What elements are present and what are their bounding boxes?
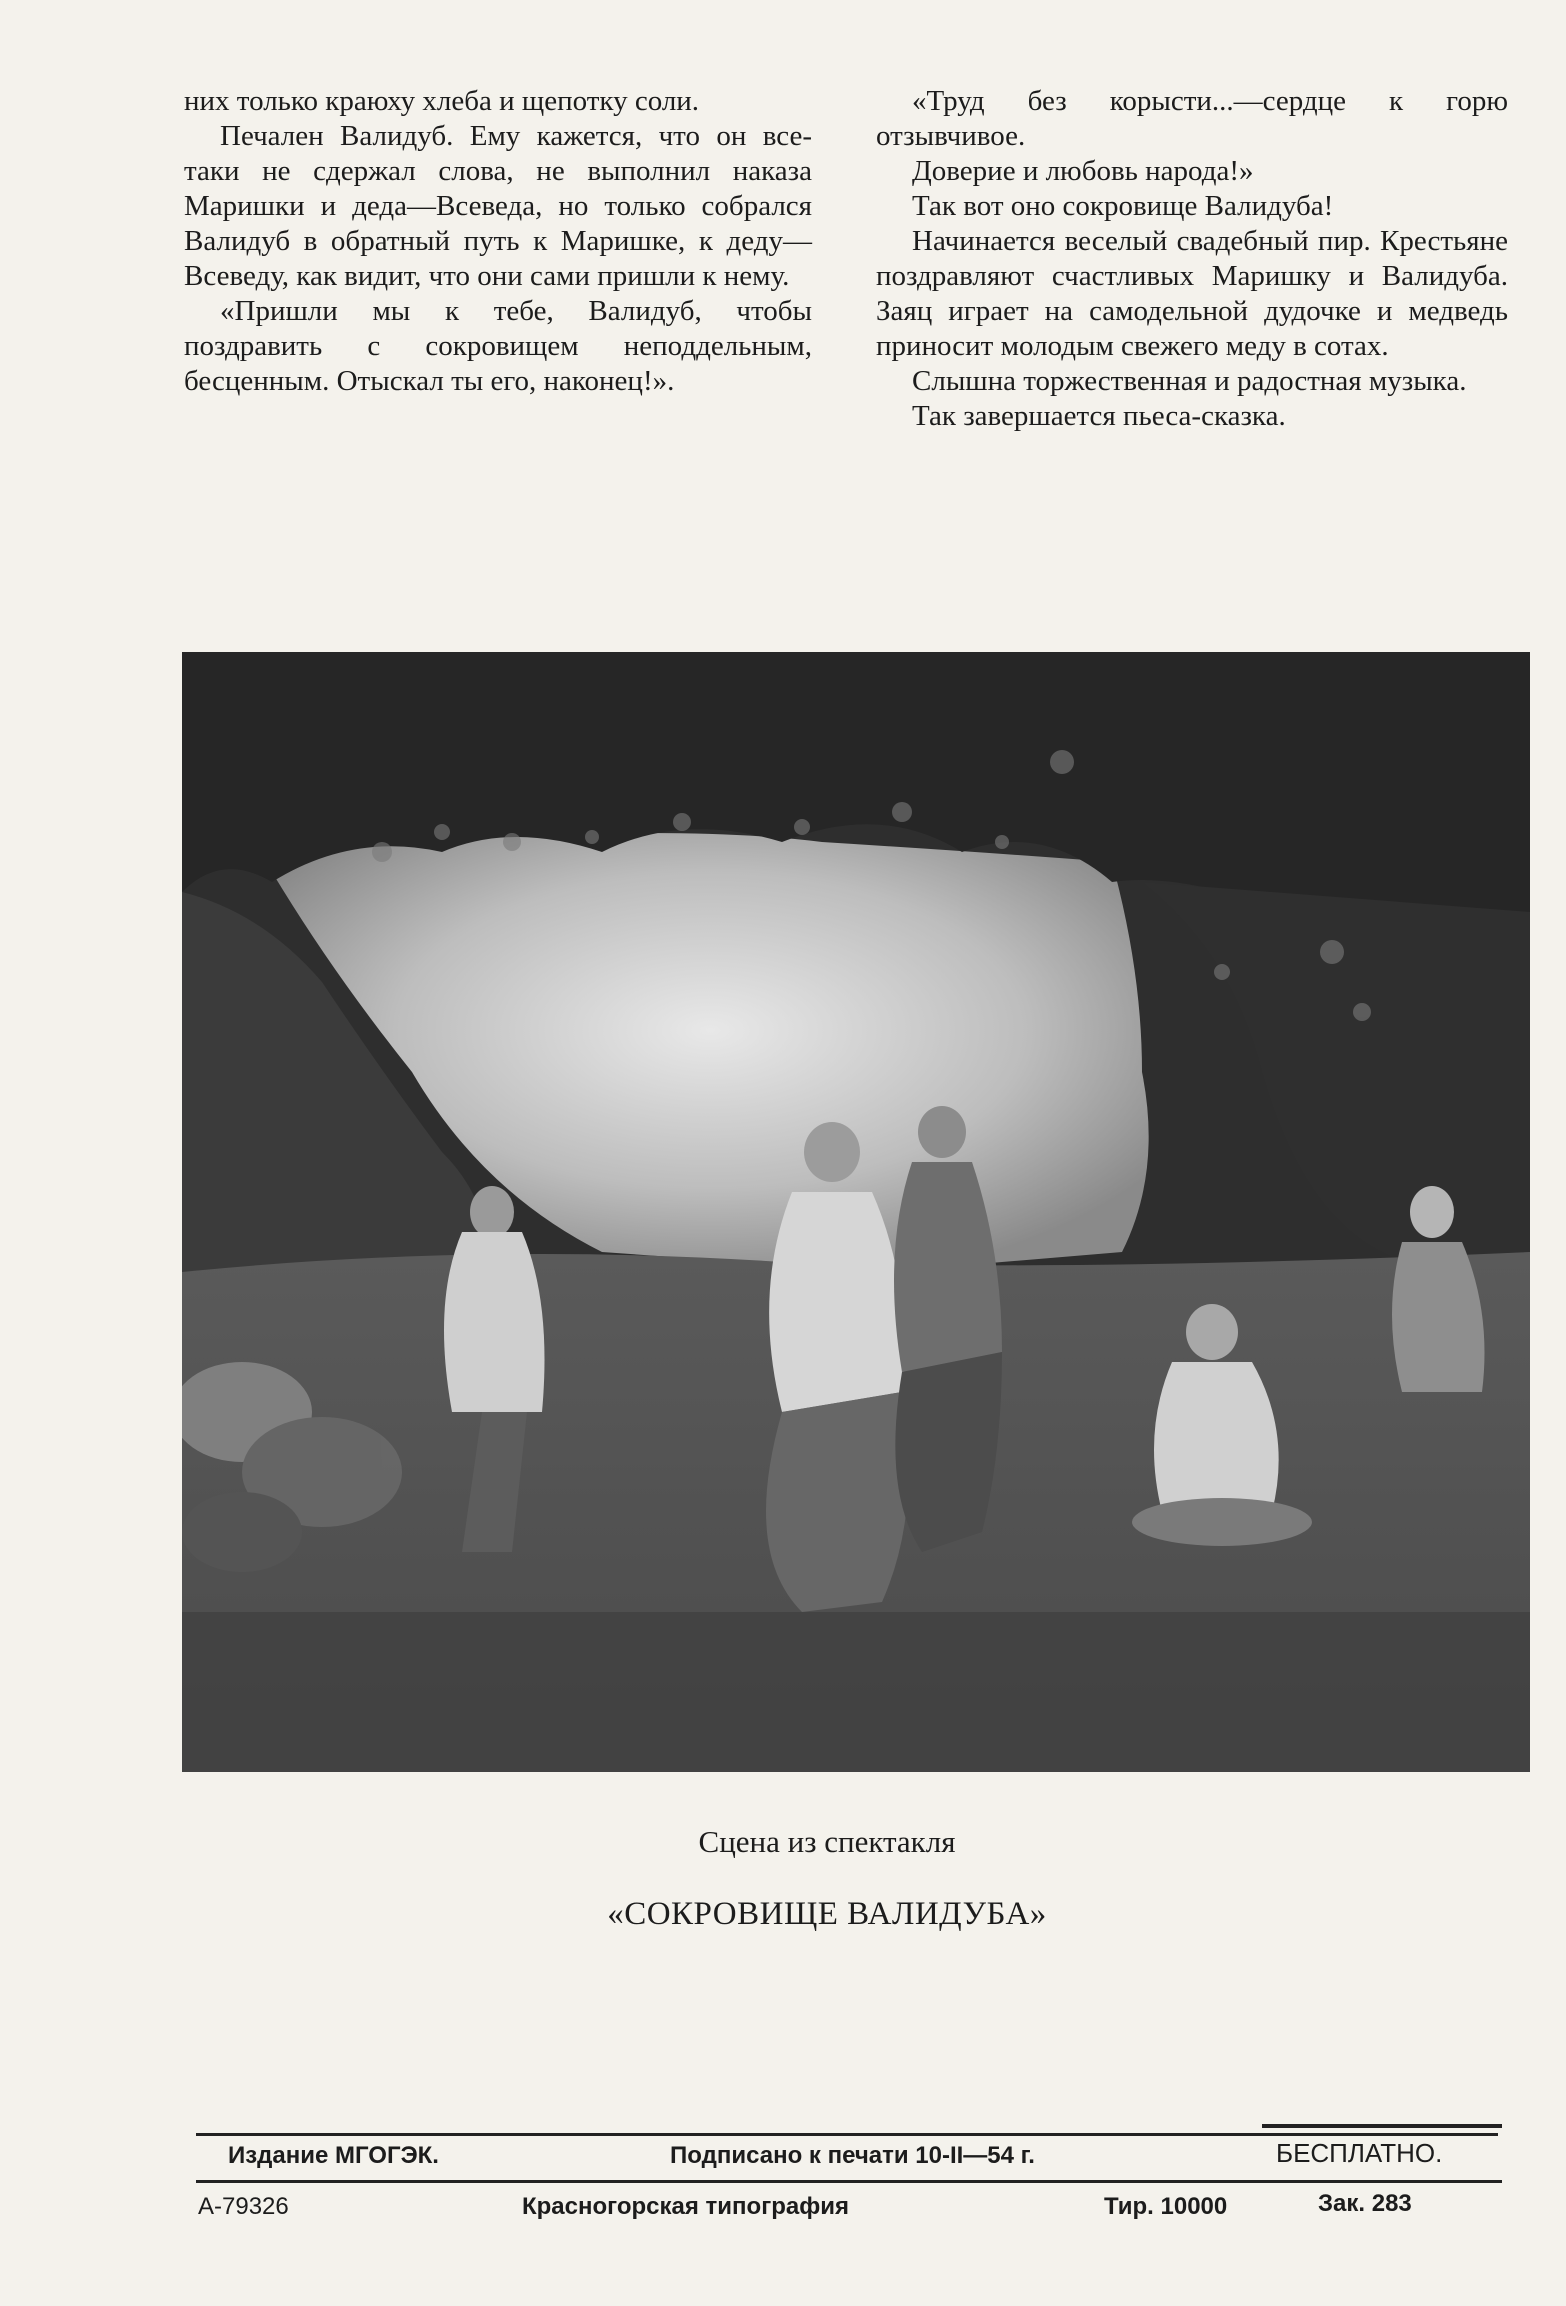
- print-code: А-79326: [198, 2193, 289, 2220]
- paragraph: Слышна торжественная и радостная музыка.: [912, 365, 1467, 397]
- paragraph: «Труд без корысти...—сердце к горю отзывчивое.: [876, 85, 1508, 152]
- circulation: Тир. 10000: [1104, 2193, 1228, 2220]
- paragraph: Доверие и любовь народа!»: [912, 155, 1254, 187]
- divider: [196, 2180, 1502, 2183]
- paragraph: Так вот оно сокровище Валидуба!: [912, 190, 1334, 222]
- publisher: Издание МГОГЭК.: [228, 2142, 439, 2169]
- play-title: «СОКРОВИЩЕ ВАЛИДУБА»: [607, 1896, 1047, 1932]
- right-text-column: [876, 84, 1508, 434]
- stage-scene-photo: [182, 652, 1530, 1772]
- paragraph: «Пришли мы к тебе, Валидуб, чтобы поздравить с сокровищем неподдельным, бесценным. Отыскал ты его, наконец!».: [184, 295, 812, 397]
- printer: Красногорская типография: [522, 2193, 849, 2220]
- price-label: БЕСПЛАТНО.: [1276, 2138, 1443, 2168]
- photo-caption: Сцена из спектакля: [698, 1824, 956, 1859]
- signed-date: Подписано к печати 10-II—54 г.: [670, 2142, 1035, 2169]
- paragraph: Начинается веселый свадебный пир. Крестьяне поздравляют счастливых Маришку и Валидуба. Заяц играет на самодельной дудочке и медведь приносит молодым свежего меду в сотах.: [876, 225, 1508, 362]
- left-text-column: [184, 84, 812, 399]
- order-number: Зак. 283: [1318, 2190, 1412, 2217]
- paragraph: них только краюху хлеба и щепотку соли.: [184, 85, 700, 117]
- paragraph: Печален Валидуб. Ему кажется, что он все-таки не сдержал слова, не выполнил наказа Маришки и деда—Всеведа, но только собрался Валидуб в обратный путь к Маришке, к деду—Всеведу, как видит, что они сами пришли к нему.: [184, 120, 812, 292]
- paragraph: Так завершается пьеса-сказка.: [912, 400, 1286, 432]
- divider: [196, 2133, 1498, 2136]
- divider: [1262, 2124, 1502, 2128]
